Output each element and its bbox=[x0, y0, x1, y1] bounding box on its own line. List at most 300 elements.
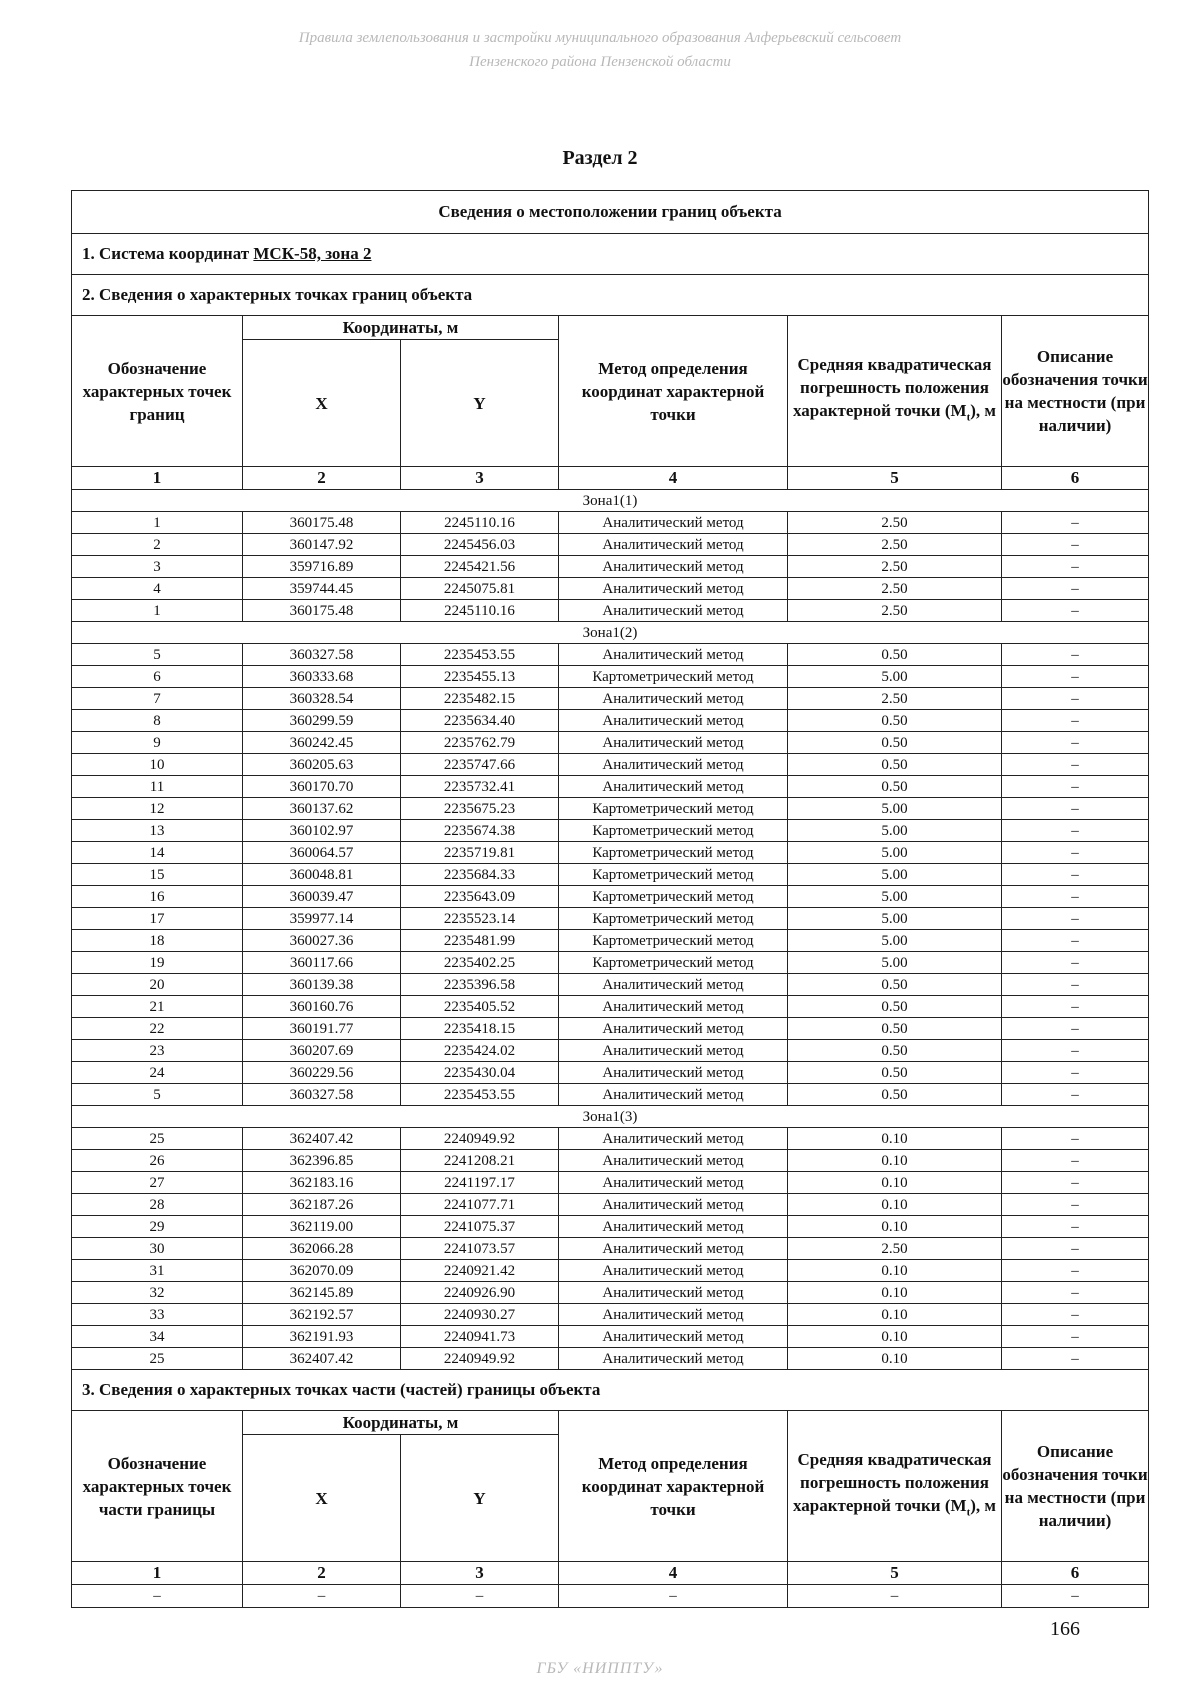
accuracy-cell: 0.10 bbox=[788, 1216, 1002, 1238]
zone-label: Зона1(3) bbox=[72, 1106, 1149, 1128]
point-id-cell: 29 bbox=[72, 1216, 243, 1238]
accuracy-cell: 0.10 bbox=[788, 1304, 1002, 1326]
coord-x-cell: 360160.76 bbox=[243, 996, 401, 1018]
coord-x-cell: 362187.26 bbox=[243, 1194, 401, 1216]
point-id-cell: 10 bbox=[72, 754, 243, 776]
method-cell: Аналитический метод bbox=[559, 1304, 788, 1326]
coord-x-cell: 362407.42 bbox=[243, 1128, 401, 1150]
description-cell: – bbox=[1002, 556, 1149, 578]
coordinate-system-row bbox=[72, 234, 1149, 275]
description-cell: – bbox=[1002, 952, 1149, 974]
coord-y-cell: 2235719.81 bbox=[401, 842, 559, 864]
method-cell: Аналитический метод bbox=[559, 1172, 788, 1194]
parts-header-accuracy bbox=[788, 1411, 1002, 1562]
coord-x-cell: 360229.56 bbox=[243, 1062, 401, 1084]
coord-y-cell: 2241197.17 bbox=[401, 1172, 559, 1194]
coord-y-cell: 2235402.25 bbox=[401, 952, 559, 974]
coord-y-cell: 2245421.56 bbox=[401, 556, 559, 578]
parts-header-accuracy-text: Средняя квадратическая погрешность положения характерной точки (M bbox=[793, 1449, 992, 1515]
coord-y-cell: 2241075.37 bbox=[401, 1216, 559, 1238]
method-cell: Аналитический метод bbox=[559, 600, 788, 622]
accuracy-cell: 2.50 bbox=[788, 512, 1002, 534]
coord-x-cell: 360039.47 bbox=[243, 886, 401, 908]
header-accuracy-unit: ), м bbox=[970, 400, 996, 420]
coord-y-cell: 2235453.55 bbox=[401, 644, 559, 666]
method-cell: Аналитический метод bbox=[559, 1128, 788, 1150]
method-cell: Аналитический метод bbox=[559, 1238, 788, 1260]
description-cell: – bbox=[1002, 1062, 1149, 1084]
column-number: 3 bbox=[401, 1562, 559, 1585]
point-id-cell: 25 bbox=[72, 1128, 243, 1150]
description-cell: – bbox=[1002, 1282, 1149, 1304]
coord-x-cell: 360064.57 bbox=[243, 842, 401, 864]
description-cell: – bbox=[1002, 1585, 1149, 1608]
column-number: 3 bbox=[401, 467, 559, 490]
accuracy-cell: 0.50 bbox=[788, 1040, 1002, 1062]
column-number: 4 bbox=[559, 467, 788, 490]
table-title: Сведения о местоположении границ объекта bbox=[72, 191, 1149, 234]
coord-x-cell: 362119.00 bbox=[243, 1216, 401, 1238]
point-id-cell: 1 bbox=[72, 600, 243, 622]
coord-x-cell: 360207.69 bbox=[243, 1040, 401, 1062]
point-id-cell: 18 bbox=[72, 930, 243, 952]
point-id-cell: 32 bbox=[72, 1282, 243, 1304]
coord-y-cell: 2235396.58 bbox=[401, 974, 559, 996]
coord-y-cell: 2241077.71 bbox=[401, 1194, 559, 1216]
table-row bbox=[72, 1018, 1149, 1040]
point-id-cell: 15 bbox=[72, 864, 243, 886]
coordinate-system-label: 1. Система координат bbox=[82, 244, 250, 263]
coord-x-cell: 360147.92 bbox=[243, 534, 401, 556]
coord-x-cell: 362145.89 bbox=[243, 1282, 401, 1304]
accuracy-cell: – bbox=[788, 1585, 1002, 1608]
method-cell: Аналитический метод bbox=[559, 776, 788, 798]
coord-y-cell: 2235684.33 bbox=[401, 864, 559, 886]
column-number: 4 bbox=[559, 1562, 788, 1585]
accuracy-cell: 0.10 bbox=[788, 1150, 1002, 1172]
table-row bbox=[72, 512, 1149, 534]
coord-y-cell: 2241073.57 bbox=[401, 1238, 559, 1260]
column-number: 6 bbox=[1002, 1562, 1149, 1585]
point-id-cell: 17 bbox=[72, 908, 243, 930]
coord-x-cell: 360048.81 bbox=[243, 864, 401, 886]
table-row bbox=[72, 1062, 1149, 1084]
coord-y-cell: 2240949.92 bbox=[401, 1128, 559, 1150]
coord-x-cell: 360242.45 bbox=[243, 732, 401, 754]
table-row bbox=[72, 1304, 1149, 1326]
coord-y-cell: 2235762.79 bbox=[401, 732, 559, 754]
description-cell: – bbox=[1002, 1172, 1149, 1194]
point-id-cell: 2 bbox=[72, 534, 243, 556]
coord-x-cell: 362396.85 bbox=[243, 1150, 401, 1172]
description-cell: – bbox=[1002, 1150, 1149, 1172]
coord-y-cell: 2235424.02 bbox=[401, 1040, 559, 1062]
zone-row bbox=[72, 1106, 1149, 1128]
description-cell: – bbox=[1002, 1040, 1149, 1062]
point-id-cell: – bbox=[72, 1585, 243, 1608]
table-row bbox=[72, 886, 1149, 908]
running-header-line1: Правила землепользования и застройки муниципального образования Алферьевский сельсовет bbox=[298, 30, 902, 46]
accuracy-cell: 5.00 bbox=[788, 666, 1002, 688]
description-cell: – bbox=[1002, 820, 1149, 842]
method-cell: Аналитический метод bbox=[559, 710, 788, 732]
method-cell: Аналитический метод bbox=[559, 1018, 788, 1040]
running-header-line2: Пензенского района Пензенской области bbox=[469, 54, 731, 70]
description-cell: – bbox=[1002, 754, 1149, 776]
description-cell: – bbox=[1002, 512, 1149, 534]
header-coordinates: Координаты, м bbox=[243, 316, 559, 340]
description-cell: – bbox=[1002, 534, 1149, 556]
table-row bbox=[72, 996, 1149, 1018]
table-row bbox=[72, 732, 1149, 754]
description-cell: – bbox=[1002, 1128, 1149, 1150]
accuracy-cell: 5.00 bbox=[788, 908, 1002, 930]
header-accuracy-text: Средняя квадратическая погрешность положения характерной точки (M bbox=[793, 354, 992, 420]
table-row bbox=[72, 974, 1149, 996]
table-row bbox=[72, 666, 1149, 688]
description-cell: – bbox=[1002, 842, 1149, 864]
zone-row bbox=[72, 622, 1149, 644]
accuracy-cell: 2.50 bbox=[788, 600, 1002, 622]
table-row bbox=[72, 776, 1149, 798]
point-id-cell: 3 bbox=[72, 556, 243, 578]
point-id-cell: 1 bbox=[72, 512, 243, 534]
table-row bbox=[72, 754, 1149, 776]
parts-header-accuracy-unit: ), м bbox=[970, 1495, 996, 1515]
coord-y-cell: 2235453.55 bbox=[401, 1084, 559, 1106]
coord-y-cell: 2235405.52 bbox=[401, 996, 559, 1018]
coord-x-cell: 362191.93 bbox=[243, 1326, 401, 1348]
coord-y-cell: 2235523.14 bbox=[401, 908, 559, 930]
coord-x-cell: – bbox=[243, 1585, 401, 1608]
coord-x-cell: 359977.14 bbox=[243, 908, 401, 930]
coord-x-cell: 360170.70 bbox=[243, 776, 401, 798]
method-cell: Аналитический метод bbox=[559, 1150, 788, 1172]
coord-y-cell: 2235634.40 bbox=[401, 710, 559, 732]
table-row bbox=[72, 556, 1149, 578]
coord-x-cell: 362183.16 bbox=[243, 1172, 401, 1194]
description-cell: – bbox=[1002, 732, 1149, 754]
coord-y-cell: 2245110.16 bbox=[401, 512, 559, 534]
table-row bbox=[72, 1128, 1149, 1150]
description-cell: – bbox=[1002, 1348, 1149, 1370]
method-cell: – bbox=[559, 1585, 788, 1608]
method-cell: Аналитический метод bbox=[559, 754, 788, 776]
coord-x-cell: 360333.68 bbox=[243, 666, 401, 688]
method-cell: Аналитический метод bbox=[559, 732, 788, 754]
coord-x-cell: 360175.48 bbox=[243, 512, 401, 534]
method-cell: Аналитический метод bbox=[559, 1040, 788, 1062]
method-cell: Картометрический метод bbox=[559, 930, 788, 952]
description-cell: – bbox=[1002, 1084, 1149, 1106]
accuracy-cell: 5.00 bbox=[788, 798, 1002, 820]
point-id-cell: 11 bbox=[72, 776, 243, 798]
coord-y-cell: – bbox=[401, 1585, 559, 1608]
parts-column-number-row bbox=[72, 1562, 1149, 1585]
table-row bbox=[72, 710, 1149, 732]
point-id-cell: 30 bbox=[72, 1238, 243, 1260]
accuracy-cell: 0.10 bbox=[788, 1194, 1002, 1216]
point-id-cell: 9 bbox=[72, 732, 243, 754]
point-id-cell: 6 bbox=[72, 666, 243, 688]
description-cell: – bbox=[1002, 1018, 1149, 1040]
table-row bbox=[72, 578, 1149, 600]
column-number-row bbox=[72, 467, 1149, 490]
method-cell: Картометрический метод bbox=[559, 842, 788, 864]
point-id-cell: 13 bbox=[72, 820, 243, 842]
table-row bbox=[72, 798, 1149, 820]
point-id-cell: 23 bbox=[72, 1040, 243, 1062]
table-row bbox=[72, 1326, 1149, 1348]
table-row bbox=[72, 952, 1149, 974]
accuracy-cell: 0.50 bbox=[788, 754, 1002, 776]
accuracy-cell: 0.50 bbox=[788, 974, 1002, 996]
coord-x-cell: 360175.48 bbox=[243, 600, 401, 622]
coord-x-cell: 362407.42 bbox=[243, 1348, 401, 1370]
table-row bbox=[72, 842, 1149, 864]
description-cell: – bbox=[1002, 644, 1149, 666]
coord-y-cell: 2240930.27 bbox=[401, 1304, 559, 1326]
coord-x-cell: 360328.54 bbox=[243, 688, 401, 710]
zone-label: Зона1(1) bbox=[72, 490, 1149, 512]
point-id-cell: 19 bbox=[72, 952, 243, 974]
point-id-cell: 14 bbox=[72, 842, 243, 864]
point-id-cell: 24 bbox=[72, 1062, 243, 1084]
coord-x-cell: 359744.45 bbox=[243, 578, 401, 600]
description-cell: – bbox=[1002, 864, 1149, 886]
table-row bbox=[72, 1216, 1149, 1238]
method-cell: Аналитический метод bbox=[559, 1084, 788, 1106]
accuracy-cell: 2.50 bbox=[788, 688, 1002, 710]
point-id-cell: 25 bbox=[72, 1348, 243, 1370]
accuracy-cell: 0.10 bbox=[788, 1348, 1002, 1370]
coord-x-cell: 360191.77 bbox=[243, 1018, 401, 1040]
method-cell: Аналитический метод bbox=[559, 512, 788, 534]
coord-y-cell: 2235732.41 bbox=[401, 776, 559, 798]
table-row bbox=[72, 1172, 1149, 1194]
header-accuracy-subscript: t bbox=[966, 411, 971, 424]
description-cell: – bbox=[1002, 1216, 1149, 1238]
coord-y-cell: 2245110.16 bbox=[401, 600, 559, 622]
coord-y-cell: 2240926.90 bbox=[401, 1282, 559, 1304]
description-cell: – bbox=[1002, 1194, 1149, 1216]
method-cell: Картометрический метод bbox=[559, 666, 788, 688]
zone-row bbox=[72, 490, 1149, 512]
table-row bbox=[72, 644, 1149, 666]
column-number: 5 bbox=[788, 1562, 1002, 1585]
coord-y-cell: 2235482.15 bbox=[401, 688, 559, 710]
accuracy-cell: 0.50 bbox=[788, 1062, 1002, 1084]
parts-header-coordinates: Координаты, м bbox=[243, 1411, 559, 1435]
parts-header-y: Y bbox=[401, 1435, 559, 1562]
table-row bbox=[72, 534, 1149, 556]
points-heading: 2. Сведения о характерных точках границ объекта bbox=[72, 275, 1149, 316]
table-row bbox=[72, 1150, 1149, 1172]
accuracy-cell: 2.50 bbox=[788, 556, 1002, 578]
method-cell: Аналитический метод bbox=[559, 644, 788, 666]
coord-x-cell: 360327.58 bbox=[243, 644, 401, 666]
coord-x-cell: 360327.58 bbox=[243, 1084, 401, 1106]
column-number: 2 bbox=[243, 1562, 401, 1585]
method-cell: Аналитический метод bbox=[559, 1194, 788, 1216]
method-cell: Аналитический метод bbox=[559, 1282, 788, 1304]
method-cell: Аналитический метод bbox=[559, 556, 788, 578]
point-id-cell: 33 bbox=[72, 1304, 243, 1326]
description-cell: – bbox=[1002, 886, 1149, 908]
method-cell: Аналитический метод bbox=[559, 1348, 788, 1370]
accuracy-cell: 0.50 bbox=[788, 732, 1002, 754]
description-cell: – bbox=[1002, 798, 1149, 820]
method-cell: Аналитический метод bbox=[559, 688, 788, 710]
coord-y-cell: 2235430.04 bbox=[401, 1062, 559, 1084]
table-row bbox=[72, 688, 1149, 710]
table-row bbox=[72, 600, 1149, 622]
parts-header-x: X bbox=[243, 1435, 401, 1562]
page-number: 166 bbox=[1050, 1618, 1080, 1640]
section-title: Раздел 2 bbox=[562, 147, 638, 169]
method-cell: Картометрический метод bbox=[559, 864, 788, 886]
description-cell: – bbox=[1002, 776, 1149, 798]
boundary-table bbox=[71, 190, 1149, 1608]
coord-x-cell: 360102.97 bbox=[243, 820, 401, 842]
coord-y-cell: 2240941.73 bbox=[401, 1326, 559, 1348]
table-row bbox=[72, 1084, 1149, 1106]
coord-y-cell: 2245456.03 bbox=[401, 534, 559, 556]
accuracy-cell: 5.00 bbox=[788, 930, 1002, 952]
description-cell: – bbox=[1002, 710, 1149, 732]
description-cell: – bbox=[1002, 1326, 1149, 1348]
accuracy-cell: 0.10 bbox=[788, 1282, 1002, 1304]
header-description: Описание обозначения точки на местности (при наличии) bbox=[1002, 316, 1149, 467]
method-cell: Аналитический метод bbox=[559, 1260, 788, 1282]
method-cell: Картометрический метод bbox=[559, 798, 788, 820]
method-cell: Аналитический метод bbox=[559, 534, 788, 556]
footer-note: ГБУ «НИППТУ» bbox=[536, 1660, 664, 1677]
coord-y-cell: 2235455.13 bbox=[401, 666, 559, 688]
method-cell: Картометрический метод bbox=[559, 952, 788, 974]
coord-x-cell: 362066.28 bbox=[243, 1238, 401, 1260]
coord-x-cell: 360205.63 bbox=[243, 754, 401, 776]
point-id-cell: 5 bbox=[72, 1084, 243, 1106]
description-cell: – bbox=[1002, 688, 1149, 710]
column-number: 1 bbox=[72, 1562, 243, 1585]
coord-x-cell: 362192.57 bbox=[243, 1304, 401, 1326]
description-cell: – bbox=[1002, 930, 1149, 952]
point-id-cell: 26 bbox=[72, 1150, 243, 1172]
table-row bbox=[72, 864, 1149, 886]
description-cell: – bbox=[1002, 666, 1149, 688]
coord-y-cell: 2235481.99 bbox=[401, 930, 559, 952]
accuracy-cell: 0.50 bbox=[788, 776, 1002, 798]
table-row bbox=[72, 820, 1149, 842]
column-number: 1 bbox=[72, 467, 243, 490]
accuracy-cell: 0.10 bbox=[788, 1172, 1002, 1194]
description-cell: – bbox=[1002, 600, 1149, 622]
accuracy-cell: 0.10 bbox=[788, 1260, 1002, 1282]
accuracy-cell: 0.50 bbox=[788, 1084, 1002, 1106]
description-cell: – bbox=[1002, 996, 1149, 1018]
table-row bbox=[72, 1238, 1149, 1260]
method-cell: Аналитический метод bbox=[559, 1062, 788, 1084]
coord-y-cell: 2235675.23 bbox=[401, 798, 559, 820]
method-cell: Аналитический метод bbox=[559, 578, 788, 600]
description-cell: – bbox=[1002, 1238, 1149, 1260]
description-cell: – bbox=[1002, 908, 1149, 930]
accuracy-cell: 2.50 bbox=[788, 534, 1002, 556]
accuracy-cell: 0.50 bbox=[788, 996, 1002, 1018]
accuracy-cell: 5.00 bbox=[788, 952, 1002, 974]
point-id-cell: 5 bbox=[72, 644, 243, 666]
table-row bbox=[72, 1260, 1149, 1282]
point-id-cell: 28 bbox=[72, 1194, 243, 1216]
accuracy-cell: 5.00 bbox=[788, 820, 1002, 842]
coord-x-cell: 359716.89 bbox=[243, 556, 401, 578]
point-id-cell: 20 bbox=[72, 974, 243, 996]
method-cell: Картометрический метод bbox=[559, 908, 788, 930]
method-cell: Аналитический метод bbox=[559, 974, 788, 996]
coord-x-cell: 362070.09 bbox=[243, 1260, 401, 1282]
accuracy-cell: 0.50 bbox=[788, 1018, 1002, 1040]
parts-header-method: Метод определения координат характерной точки bbox=[559, 1411, 788, 1562]
coord-y-cell: 2240949.92 bbox=[401, 1348, 559, 1370]
point-id-cell: 8 bbox=[72, 710, 243, 732]
description-cell: – bbox=[1002, 1304, 1149, 1326]
header-accuracy bbox=[788, 316, 1002, 467]
coord-x-cell: 360117.66 bbox=[243, 952, 401, 974]
coord-x-cell: 360137.62 bbox=[243, 798, 401, 820]
description-cell: – bbox=[1002, 578, 1149, 600]
point-id-cell: 34 bbox=[72, 1326, 243, 1348]
coord-x-cell: 360139.38 bbox=[243, 974, 401, 996]
coord-y-cell: 2240921.42 bbox=[401, 1260, 559, 1282]
parts-header-point-designation: Обозначение характерных точек части границы bbox=[72, 1411, 243, 1562]
description-cell: – bbox=[1002, 974, 1149, 996]
accuracy-cell: 0.10 bbox=[788, 1128, 1002, 1150]
point-id-cell: 4 bbox=[72, 578, 243, 600]
accuracy-cell: 5.00 bbox=[788, 886, 1002, 908]
parts-header-description: Описание обозначения точки на местности (при наличии) bbox=[1002, 1411, 1149, 1562]
point-id-cell: 12 bbox=[72, 798, 243, 820]
method-cell: Картометрический метод bbox=[559, 820, 788, 842]
method-cell: Аналитический метод bbox=[559, 1216, 788, 1238]
coord-y-cell: 2245075.81 bbox=[401, 578, 559, 600]
table-row bbox=[72, 1282, 1149, 1304]
coord-y-cell: 2235747.66 bbox=[401, 754, 559, 776]
point-id-cell: 22 bbox=[72, 1018, 243, 1040]
table-row bbox=[72, 908, 1149, 930]
header-point-designation: Обозначение характерных точек границ bbox=[72, 316, 243, 467]
parts-heading: 3. Сведения о характерных точках части (частей) границы объекта bbox=[72, 1370, 1149, 1411]
coord-y-cell: 2235674.38 bbox=[401, 820, 559, 842]
accuracy-cell: 5.00 bbox=[788, 842, 1002, 864]
point-id-cell: 16 bbox=[72, 886, 243, 908]
header-x: X bbox=[243, 340, 401, 467]
accuracy-cell: 0.50 bbox=[788, 710, 1002, 732]
accuracy-cell: 2.50 bbox=[788, 578, 1002, 600]
table-row bbox=[72, 1040, 1149, 1062]
running-header bbox=[120, 26, 1080, 74]
zone-label: Зона1(2) bbox=[72, 622, 1149, 644]
method-cell: Аналитический метод bbox=[559, 996, 788, 1018]
method-cell: Аналитический метод bbox=[559, 1326, 788, 1348]
point-id-cell: 21 bbox=[72, 996, 243, 1018]
parts-table-row bbox=[72, 1585, 1149, 1608]
method-cell: Картометрический метод bbox=[559, 886, 788, 908]
header-method: Метод определения координат характерной точки bbox=[559, 316, 788, 467]
accuracy-cell: 5.00 bbox=[788, 864, 1002, 886]
coord-x-cell: 360027.36 bbox=[243, 930, 401, 952]
accuracy-cell: 2.50 bbox=[788, 1238, 1002, 1260]
